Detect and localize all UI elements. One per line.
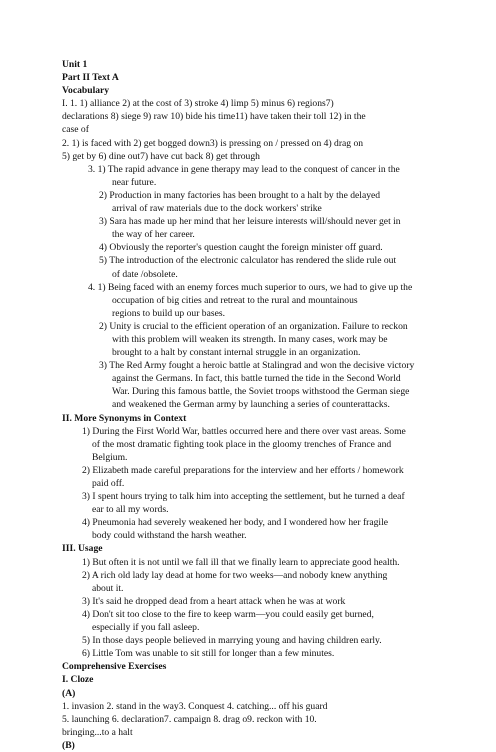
answer-line: of date /obsolete. [112, 268, 178, 280]
answer-line: 3) The Red Army fought a heroic battle at Stalingrad and won the decisive victory [99, 360, 415, 372]
answer-line: War. During this famous battle, the Soviet troops withstood the German siege [112, 386, 410, 398]
answer-line: occupation of big cities and retreat to the rural and mountainous [112, 294, 358, 306]
answer-line: declarations 8) siege 9) raw 10) bide his time11) have taken their toll 12) in the [62, 111, 366, 123]
answer-line: 5) The introduction of the electronic calculator has rendered the slide rule out [99, 255, 397, 267]
answer-line: 2) Unity is crucial to the efficient operation of an organization. Failure to reckon [99, 320, 408, 332]
answer-line: ear to all my words. [92, 504, 169, 516]
section-heading: I. Cloze [62, 674, 94, 686]
vocabulary-heading: Vocabulary [62, 85, 110, 97]
answer-line: and weakened the German army by launching a series of counterattacks. [112, 399, 390, 411]
answer-line: of the most dramatic fighting took place in the gloomy trenches of France and [92, 438, 392, 450]
section-heading: II. More Synonyms in Context [62, 412, 187, 424]
answer-line: about it. [92, 582, 124, 594]
answer-line: 2) Production in many factories has been brought to a halt by the delayed [99, 189, 381, 201]
section-heading: (B) [62, 739, 75, 751]
answer-line: 2) A rich old lady lay dead at home for two weeks—and nobody knew anything [82, 569, 388, 581]
unit-heading: Unit 1 [62, 59, 88, 70]
answer-line: 1) During the First World War, battles occurred here and there over vast areas. Some [82, 425, 406, 437]
answer-key-content [62, 58, 472, 752]
answer-lines [62, 97, 472, 752]
answer-line: 6) Little Tom was unable to sit still for longer than a few minutes. [82, 648, 335, 660]
answer-line: especially if you fall asleep. [92, 622, 200, 634]
answer-line: 2. 1) is faced with 2) get bogged down3) is pressing on / pressed on 4) drag on [62, 137, 364, 149]
answer-line: against the Germans. In fact, this battle turned the tide in the Second World [112, 373, 401, 385]
answer-line: regions to build up our bases. [112, 307, 225, 319]
answer-line: 1. invasion 2. stand in the way3. Conquest 4. catching... off his guard [62, 700, 328, 712]
answer-line: 5) In those days people believed in marrying young and having children early. [82, 635, 382, 647]
answer-line: 4) Don't sit too close to the fire to keep warm—you could easily get burned, [82, 608, 374, 620]
section-heading: III. Usage [62, 543, 103, 555]
answer-line: arrival of raw materials due to the dock workers' strike [112, 203, 322, 215]
answer-line: I. 1. 1) alliance 2) at the cost of 3) stroke 4) limp 5) minus 6) regions7) [62, 98, 334, 110]
answer-line: 3. 1) The rapid advance in gene therapy may lead to the conquest of cancer in the [88, 163, 400, 175]
answer-line: brought to a halt by constant internal struggle in an organization. [112, 347, 361, 359]
answer-line: 5. launching 6. declaration7. campaign 8. drag o9. reckon with 10. [62, 713, 317, 725]
part-heading: Part II Text A [62, 72, 119, 84]
answer-line: with this problem will weaken its strength. In many cases, work may be [112, 333, 388, 345]
answer-line: 2) Elizabeth made careful preparations for the interview and her efforts / homework [82, 464, 404, 476]
answer-line: 3) I spent hours trying to talk him into accepting the settlement, but he turned a deaf [82, 491, 405, 503]
answer-line: near future. [112, 176, 157, 188]
answer-line: Belgium. [92, 451, 128, 463]
answer-line: 3) It's said he dropped dead from a heart attack when he was at work [82, 595, 346, 607]
section-heading: Comprehensive Exercises [62, 661, 167, 673]
answer-line: body could withstand the harsh weather. [92, 530, 247, 542]
answer-line: paid off. [92, 478, 125, 489]
answer-line: 4) Obviously the reporter's question caught the foreign minister off guard. [99, 242, 383, 254]
section-heading: (A) [62, 687, 76, 699]
answer-line: the way of her career. [112, 229, 195, 241]
answer-line: 3) Sara has made up her mind that her leisure interests will/should never get in [99, 216, 401, 228]
answer-line: bringing...to a halt [62, 726, 133, 738]
answer-line: 4) Pneumonia had severely weakened her body, and I wondered how her fragile [82, 517, 388, 529]
answer-line: 1) But often it is not until we fall ill that we finally learn to appreciate good health. [82, 556, 400, 568]
answer-line: 4. 1) Being faced with an enemy forces much superior to ours, we had to give up the [88, 281, 413, 293]
answer-line: case of [62, 124, 89, 136]
answer-line: 5) get by 6) dine out7) have cut back 8) get through [62, 150, 260, 162]
